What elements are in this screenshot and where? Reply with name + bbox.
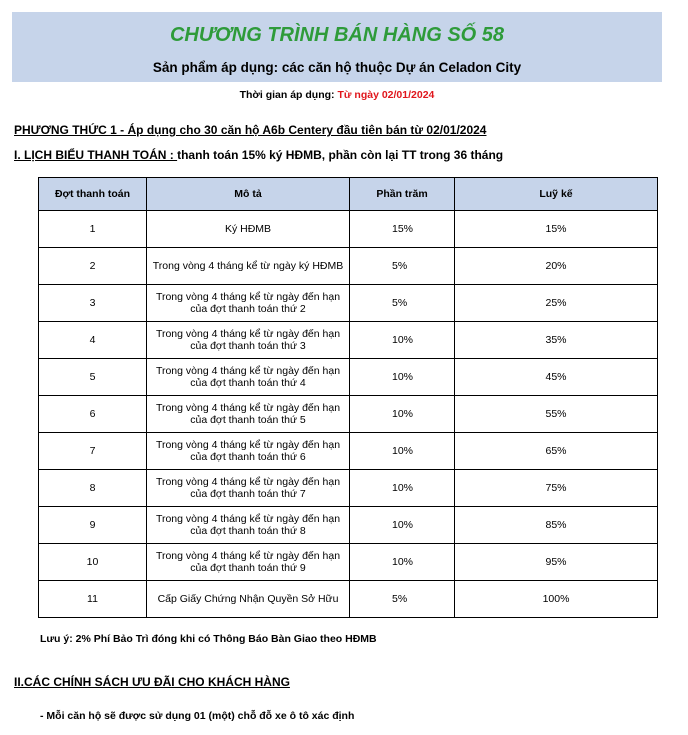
time-label: Thời gian áp dụng: — [239, 89, 338, 101]
description-line: của đợt thanh toán thứ 8 — [190, 525, 306, 537]
time-applied — [0, 89, 674, 101]
time-value: Từ ngày 02/01/2024 — [337, 89, 435, 101]
installment-number: 1 — [39, 211, 147, 248]
installment-number: 2 — [39, 248, 147, 285]
table-row — [39, 581, 658, 618]
table-body — [39, 211, 658, 618]
description-line: của đợt thanh toán thứ 2 — [190, 303, 306, 315]
description-line: Trong vòng 4 tháng kể từ ngày đến hạn — [155, 439, 341, 451]
description-line: của đợt thanh toán thứ 4 — [190, 377, 306, 389]
table-row — [39, 433, 658, 470]
installment-description — [147, 433, 350, 470]
installment-cumulative: 25% — [455, 285, 658, 322]
header-installment: Đợt thanh toán — [39, 178, 147, 211]
method-title: PHƯƠNG THỨC 1 - Áp dụng cho 30 căn hộ A6b Centery đầu tiên bán từ 02/01/2024 — [14, 123, 487, 137]
description-line: của đợt thanh toán thứ 7 — [190, 488, 306, 500]
installment-cumulative: 95% — [455, 544, 658, 581]
installment-number: 11 — [39, 581, 147, 618]
installment-cumulative: 75% — [455, 470, 658, 507]
program-subtitle: Sản phẩm áp dụng: các căn hộ thuộc Dự án Celadon City — [152, 60, 522, 75]
parking-bullet: - Mỗi căn hộ sẽ được sử dụng 01 (một) chỗ đỗ xe ô tô xác định — [40, 710, 355, 722]
installment-cumulative: 65% — [455, 433, 658, 470]
description-line: Trong vòng 4 tháng kể từ ngày đến hạn — [155, 513, 341, 525]
installment-cumulative: 45% — [455, 359, 658, 396]
description-line: Trong vòng 4 tháng kể từ ngày đến hạn — [155, 365, 341, 377]
installment-number: 3 — [39, 285, 147, 322]
installment-description — [147, 322, 350, 359]
schedule-summary: thanh toán 15% ký HĐMB, phần còn lại TT trong 36 tháng — [177, 148, 504, 162]
table-row — [39, 507, 658, 544]
table-header-row — [39, 178, 658, 211]
installment-percent: 15% — [350, 211, 455, 248]
installment-number: 10 — [39, 544, 147, 581]
installment-number: 9 — [39, 507, 147, 544]
description-line: Trong vòng 4 tháng kể từ ngày ký HĐMB — [152, 260, 344, 272]
installment-description — [147, 544, 350, 581]
table-row — [39, 322, 658, 359]
payment-schedule-table — [38, 177, 658, 618]
header-banner — [12, 12, 662, 82]
installment-cumulative: 35% — [455, 322, 658, 359]
installment-number: 5 — [39, 359, 147, 396]
schedule-heading-line — [14, 148, 503, 162]
header-percent: Phần trăm — [350, 178, 455, 211]
description-line: Trong vòng 4 tháng kể từ ngày đến hạn — [155, 291, 341, 303]
installment-description — [147, 581, 350, 618]
installment-cumulative: 100% — [455, 581, 658, 618]
installment-number: 6 — [39, 396, 147, 433]
description-line: của đợt thanh toán thứ 5 — [190, 414, 306, 426]
maintenance-note: Lưu ý: 2% Phí Bảo Trì đóng khi có Thông Báo Bàn Giao theo HĐMB — [40, 633, 377, 645]
installment-percent: 10% — [350, 433, 455, 470]
table-row — [39, 544, 658, 581]
installment-number: 7 — [39, 433, 147, 470]
installment-description — [147, 396, 350, 433]
installment-cumulative: 15% — [455, 211, 658, 248]
installment-description — [147, 248, 350, 285]
installment-percent: 5% — [350, 285, 455, 322]
program-title: CHƯƠNG TRÌNH BÁN HÀNG SỐ 58 — [169, 24, 505, 46]
header-cumulative: Luỹ kế — [455, 178, 658, 211]
description-line: Trong vòng 4 tháng kể từ ngày đến hạn — [155, 402, 341, 414]
installment-description — [147, 285, 350, 322]
description-line: Trong vòng 4 tháng kể từ ngày đến hạn — [155, 328, 341, 340]
installment-cumulative: 20% — [455, 248, 658, 285]
schedule-heading: I. LỊCH BIỂU THANH TOÁN : — [14, 148, 178, 162]
table-row — [39, 285, 658, 322]
description-line: Trong vòng 4 tháng kể từ ngày đến hạn — [155, 550, 341, 562]
installment-percent: 10% — [350, 507, 455, 544]
header-description: Mô tả — [147, 178, 350, 211]
installment-number: 8 — [39, 470, 147, 507]
installment-percent: 10% — [350, 470, 455, 507]
installment-description — [147, 359, 350, 396]
table-row — [39, 470, 658, 507]
installment-description — [147, 507, 350, 544]
description-line: của đợt thanh toán thứ 3 — [190, 340, 306, 352]
table-row — [39, 248, 658, 285]
installment-percent: 5% — [350, 248, 455, 285]
description-line: Ký HĐMB — [224, 223, 272, 235]
table-row — [39, 396, 658, 433]
installment-cumulative: 55% — [455, 396, 658, 433]
description-line: của đợt thanh toán thứ 9 — [190, 562, 306, 574]
table-row — [39, 211, 658, 248]
installment-percent: 5% — [350, 581, 455, 618]
installment-percent: 10% — [350, 359, 455, 396]
description-line: Cấp Giấy Chứng Nhận Quyền Sở Hữu — [157, 593, 339, 605]
installment-description — [147, 470, 350, 507]
section2-title: II.CÁC CHÍNH SÁCH ƯU ĐÃI CHO KHÁCH HÀNG — [14, 675, 290, 689]
description-line: Trong vòng 4 tháng kể từ ngày đến hạn — [155, 476, 341, 488]
installment-description — [147, 211, 350, 248]
installment-percent: 10% — [350, 322, 455, 359]
installment-percent: 10% — [350, 544, 455, 581]
installment-percent: 10% — [350, 396, 455, 433]
table-row — [39, 359, 658, 396]
installment-cumulative: 85% — [455, 507, 658, 544]
description-line: của đợt thanh toán thứ 6 — [190, 451, 306, 463]
installment-number: 4 — [39, 322, 147, 359]
